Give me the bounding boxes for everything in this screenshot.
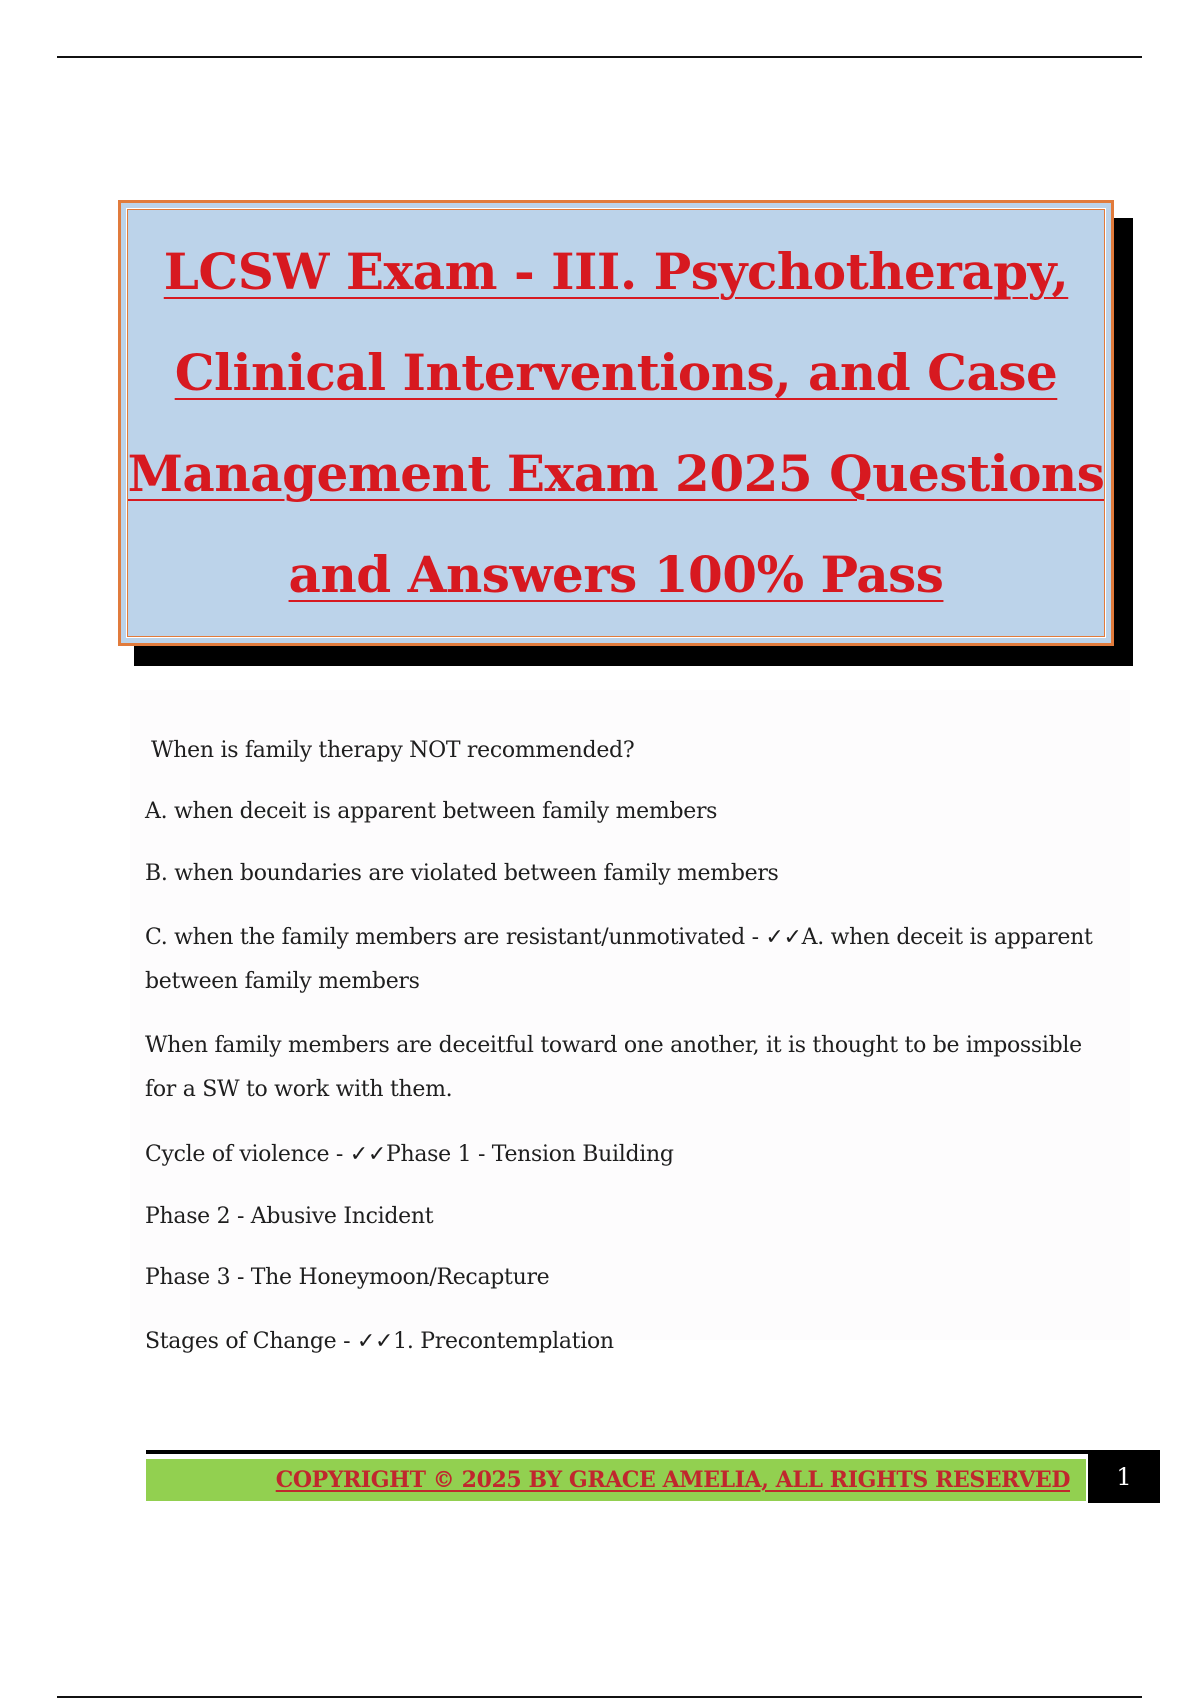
- cycle-of-violence: Cycle of violence - ✓✓Phase 1 - Tension Building: [145, 1142, 674, 1167]
- option-a: A. when deceit is apparent between family members: [145, 799, 718, 824]
- answer-explanation: When family members are deceitful toward one another, it is thought to be impossible for a SW to work with them.: [145, 1033, 1082, 1102]
- option-b: B. when boundaries are violated between family members: [145, 861, 779, 886]
- footer-band: [146, 1459, 1086, 1501]
- title-line-4: and Answers 100% Pass: [288, 545, 944, 604]
- title-box: [118, 200, 1114, 646]
- title-line-2: Clinical Interventions, and Case: [174, 343, 1058, 402]
- footer-rule: [146, 1450, 1088, 1454]
- question-text: When is family therapy NOT recommended?: [151, 738, 635, 763]
- option-c-answer: C. when the family members are resistant/unmotivated - ✓✓A. when deceit is apparent between family members: [145, 925, 1093, 994]
- header-rule: [57, 56, 1142, 58]
- title-line-3: Management Exam 2025 Questions: [127, 444, 1105, 503]
- copyright-text: COPYRIGHT © 2025 BY GRACE AMELIA, ALL RIGHTS RESERVED: [275, 1467, 1070, 1493]
- phase-3: Phase 3 - The Honeymoon/Recapture: [145, 1265, 550, 1290]
- stages-of-change: Stages of Change - ✓✓1. Precontemplation: [145, 1329, 614, 1354]
- phase-2: Phase 2 - Abusive Incident: [145, 1204, 434, 1229]
- content-area: [130, 690, 1130, 1340]
- footer-bottom-rule: [57, 1696, 1142, 1698]
- title-line-1: LCSW Exam - III. Psychotherapy,: [163, 242, 1069, 301]
- page-number: 1: [1088, 1450, 1160, 1503]
